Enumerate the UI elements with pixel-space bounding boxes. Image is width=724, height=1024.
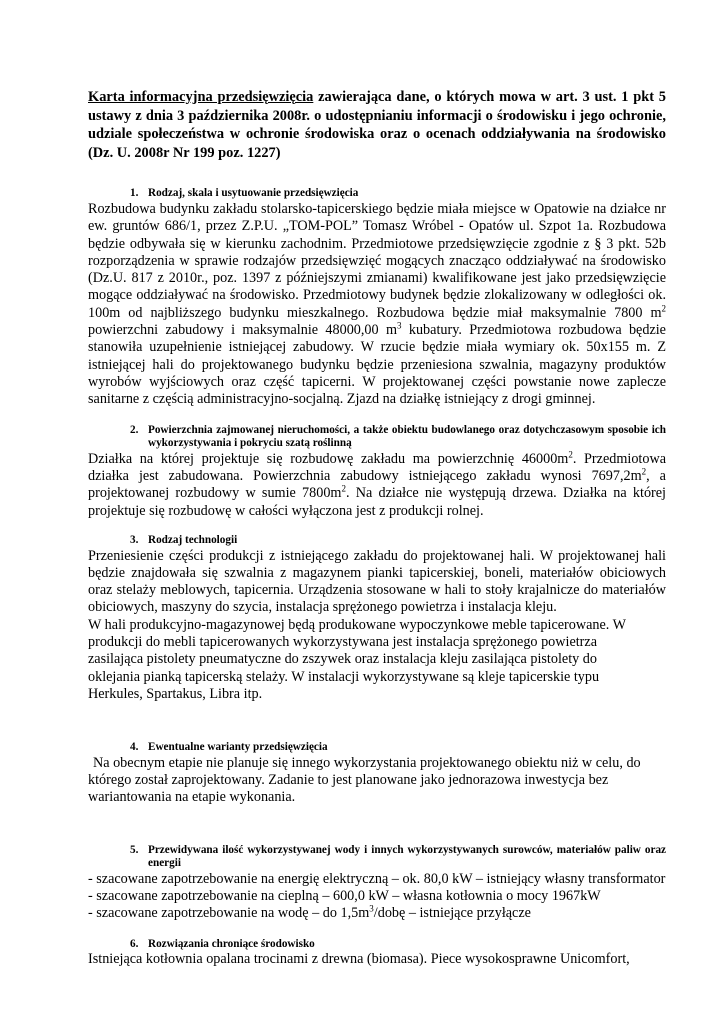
text-line: Herkules, Spartakus, Libra itp.	[88, 685, 263, 702]
document-title	[88, 88, 666, 162]
section-heading-text: Rodzaj, skala i usytuowanie przedsięwzięcia	[148, 187, 359, 200]
body-text: Rozbudowa budynku zakładu stolarsko-tapicerskiego będzie miała miejsce w Opatowie na działce nr ew. gruntów 686/1, przez Z.P.U. „TOM-POL” Tomasz Wróbel - Opatów ul. Szpot 1a. Rozbudowa będzie odbywała się w kierunku zachodnim. Przedmiotowe przedsięwzięcie zgodnie z § 3 pkt. 52b rozporządzenia w sprawie rodzajów przedsięwzięć mogących znacząco oddziaływać na środowisko (Dz.U. 817 z 2010r., poz. 1397 z późniejszymi zmianami) kwalifikowane jest jako przedsięwzięcie mogące oddziaływać na środowisko. Przedmiotowy budynek będzie zlokalizowany w odległości ok. 100m od najbliższego budynku mieszkalnego. Rozbudowa będzie miał maksymalnie 7800 m	[88, 200, 666, 321]
superscript: 2	[341, 483, 346, 494]
section-5-heading	[88, 844, 666, 871]
superscript: 3	[369, 903, 374, 914]
text-line: zasilająca pistolety pneumatyczne do zszywek oraz instalacja kleju zasilająca pistolety do	[88, 651, 597, 668]
document-page	[88, 88, 666, 969]
section-3-body: Przeniesienie części produkcji z istniejącego zakładu do projektowanej hali. W projektowanej hali będzie znajdowała się szwalnia z magazynem pianki tapicerskiej, boneli, materiałów obiciowych oraz stelaży meblowych, tapicernia. Urządzenia stosowane w hali to stoły krajalnicze do materiałów obiciowych, maszyny do szycia, instalacja sprężonego powietrza i instalacja kleju.	[88, 547, 666, 616]
text-line: oklejania pianką tapicerską stelaży. W instalacji wykorzystywane są kleje tapicerskie typu	[88, 668, 600, 685]
section-2-heading	[88, 424, 666, 451]
section-1-heading	[88, 187, 666, 201]
section-heading-text: Powierzchnia zajmowanej nieruchomości, a także obiektu budowlanego oraz dotychczasowym sposobie ich wykorzystywania i pokryciu szatą roślinną	[148, 423, 666, 450]
body-text: powierzchni zabudowy i maksymalnie 48000,00 m	[88, 322, 398, 339]
body-text: - szacowane zapotrzebowanie na wodę – do 1,5m	[88, 905, 370, 922]
superscript: 2	[661, 303, 666, 314]
section-number: 5.	[130, 843, 139, 856]
body-text: . Na działce nie występują drzewa. Działka na której projektuje się rozbudowę w całości wyłączona jest z produkcji rolnej.	[88, 485, 667, 519]
list-item: - szacowane zapotrzebowanie na energię elektryczną – ok. 80,0 kW – istniejący własny transformator	[88, 870, 666, 887]
section-3-heading	[88, 534, 666, 548]
body-text: /dobę – istniejące przyłącze	[373, 905, 531, 922]
superscript: 2	[568, 448, 573, 459]
text-line: którego został zaprojektowany. Zadanie to jest planowane jako jednorazowa inwestycja bez	[88, 772, 609, 789]
section-heading-text: Rozwiązania chroniące środowisko	[148, 937, 315, 950]
body-text: , a projektowanej rozbudowy w sumie 7800m	[88, 468, 666, 502]
title-underlined: Karta informacyjna przedsięwzięcia	[88, 89, 314, 105]
text-line: wariantowania na etapie wykonania.	[88, 789, 296, 806]
list-item	[88, 905, 666, 922]
section-heading-text: Ewentualne warianty przedsięwzięcia	[148, 741, 328, 754]
title-rest: zawierająca dane, o których mowa w art. 3 ust. 1 pkt 5 ustawy z dnia 3 października 2008r. o udostępnianiu informacji o środowisku i jego ochronie, udziale społeczeństwa w ochronie środowiska oraz o ocenach oddziaływania na środowisko (Dz. U. 2008r Nr 199 poz. 1227)	[88, 89, 666, 161]
superscript: 2	[641, 466, 647, 477]
section-heading-text: Rodzaj technologii	[148, 533, 238, 546]
body-text: . Przedmiotowa działka jest zabudowana. Powierzchnia zabudowy istniejącego zakładu wynosi 7697,2m	[88, 450, 666, 485]
section-number: 4.	[130, 741, 139, 754]
section-4-lines	[88, 755, 666, 807]
section-1-body	[88, 201, 666, 409]
text-line: produkcji do mebli tapicerowanych wykorzystywana jest instalacja sprężonego powietrza	[88, 633, 597, 650]
body-text: kubatury. Przedmiotowa rozbudowa będzie stanowiła uzupełnienie istniejącej zabudowy. W rzucie będzie miała wymiary ok. 50x155 m. Z istniejącej hali do projektowanego budynku będzie przeniesiona szwalnia, magazyny produktów wyrobów wyjściowych oraz część tapicerni. W projektowanej części powstanie nowe zaplecze sanitarne z częścią administracyjno-socjalną. Zjazd na działkę istniejący z drogi gminnej.	[88, 322, 666, 408]
section-number: 6.	[130, 937, 139, 950]
text-line: Na obecnym etapie nie planuje się innego wykorzystania projektowanego obiektu niż w celu, do	[93, 754, 641, 771]
section-3-lines	[88, 617, 666, 703]
section-6-heading	[88, 938, 666, 952]
list-item: - szacowane zapotrzebowanie na cieplną – 600,0 kW – własna kotłownia o mocy 1967kW	[88, 888, 601, 905]
section-number: 2.	[130, 423, 139, 436]
section-2-body	[88, 448, 667, 520]
superscript: 3	[397, 320, 402, 331]
section-number: 3.	[130, 533, 139, 546]
section-number: 1.	[130, 187, 139, 200]
body-text: Działka na której projektuje się rozbudowę zakładu ma powierzchnię 46000m	[88, 450, 569, 467]
section-heading-text: Przewidywana ilość wykorzystywanej wody i innych wykorzystywanych surowców, materiałów paliw oraz energii	[148, 843, 666, 870]
section-4-heading	[88, 741, 666, 755]
section-6-body: Istniejąca kotłownia opalana trocinami z drewna (biomasa). Piece wysokosprawne Unicomfort,	[88, 951, 630, 968]
text-line: W hali produkcyjno-magazynowej będą produkowane wypoczynkowe meble tapicerowane. W	[88, 616, 627, 633]
